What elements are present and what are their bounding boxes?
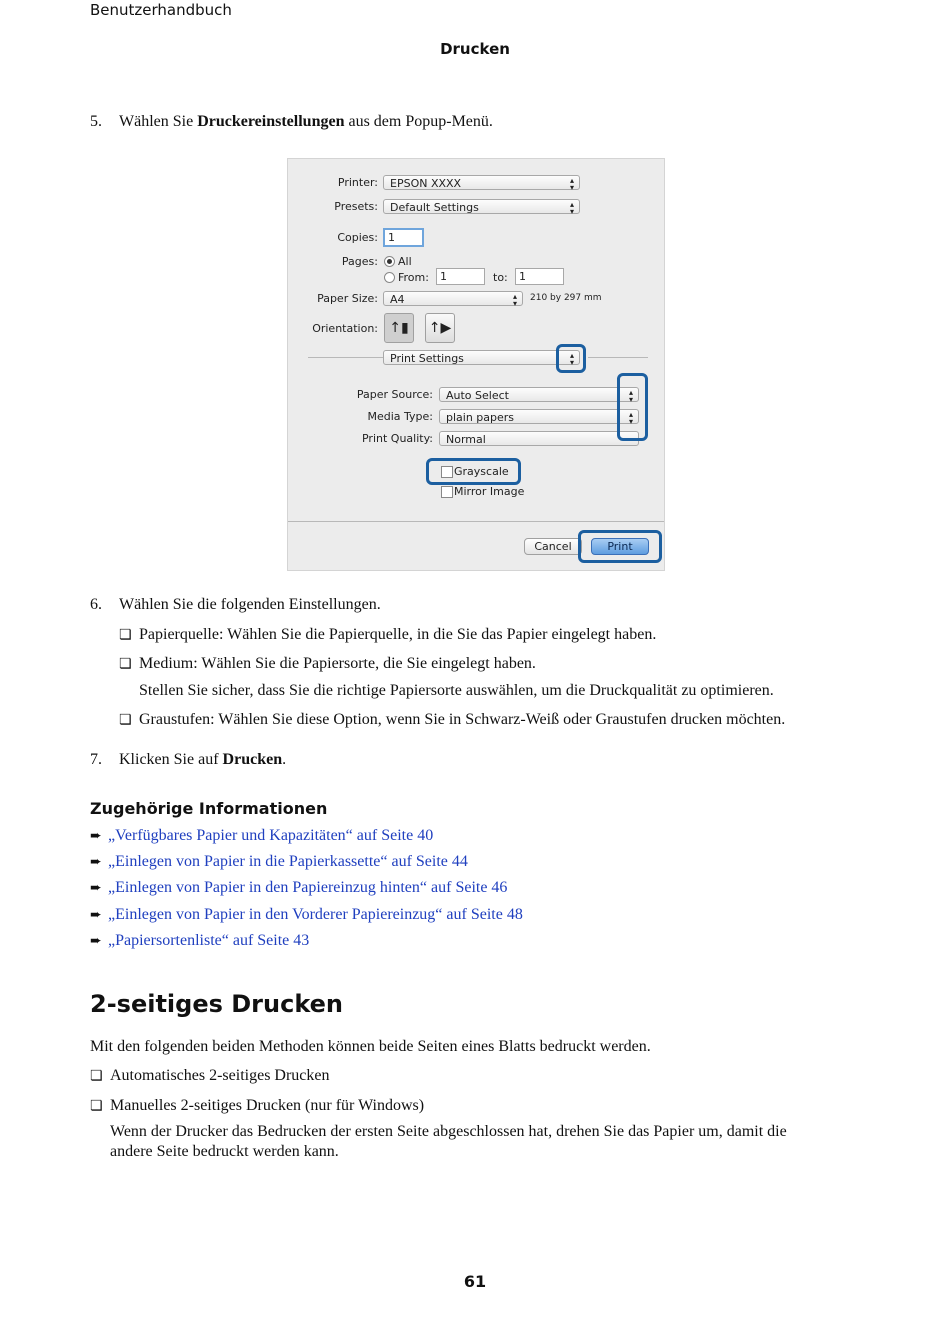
cancel-button[interactable]: Cancel bbox=[524, 538, 582, 555]
checkbox-bullet-icon: ❏ bbox=[90, 1068, 103, 1084]
orientation-label: Orientation: bbox=[312, 322, 378, 335]
list-item-text: Graustufen: Wählen Sie diese Option, wenn Sie in Schwarz-Weiß oder Graustufen drucken möchten. bbox=[139, 711, 786, 728]
pages-all-radio[interactable] bbox=[384, 256, 395, 267]
paper-dimensions: 210 by 297 mm bbox=[530, 293, 602, 303]
related-link[interactable] bbox=[90, 906, 523, 924]
printer-select[interactable] bbox=[383, 175, 580, 190]
print-quality-label: Print Quality: bbox=[361, 432, 433, 445]
divider bbox=[308, 357, 383, 358]
related-link-text[interactable]: „Einlegen von Papier in die Papierkassette“ auf Seite 44 bbox=[108, 853, 468, 870]
step-7 bbox=[90, 751, 286, 769]
pages-all-label: All bbox=[398, 255, 412, 268]
mirror-image-label: Mirror Image bbox=[454, 485, 525, 498]
list-item-note: andere Seite bedruckt werden kann. bbox=[110, 1143, 339, 1160]
stepper-icon: ▴ ▾ bbox=[628, 410, 633, 426]
paper-settings-highlight bbox=[617, 373, 648, 441]
related-link-text[interactable]: „Verfügbares Papier und Kapazitäten“ auf Seite 40 bbox=[108, 827, 434, 844]
list-item-text: Automatisches 2-seitiges Drucken bbox=[110, 1067, 330, 1084]
divider bbox=[588, 357, 648, 358]
page-number: 61 bbox=[463, 1272, 487, 1291]
related-link[interactable] bbox=[90, 853, 468, 871]
checkbox-bullet-icon: ❏ bbox=[119, 627, 132, 643]
checkbox-bullet-icon: ❏ bbox=[119, 656, 132, 672]
pages-label: Pages: bbox=[341, 255, 378, 268]
grayscale-highlight bbox=[426, 458, 521, 485]
step-6 bbox=[90, 596, 381, 614]
presets-label: Presets: bbox=[334, 200, 378, 213]
section-title: Drucken bbox=[440, 40, 510, 58]
section-intro: Mit den folgenden beiden Methoden können beide Seiten eines Blatts bedruckt werden. bbox=[90, 1038, 651, 1055]
print-button[interactable]: Print bbox=[591, 538, 649, 555]
paper-source-label: Paper Source: bbox=[356, 388, 433, 401]
related-link-text[interactable]: „Einlegen von Papier in den Papiereinzug hinten“ auf Seite 46 bbox=[108, 879, 508, 896]
paper-size-value: A4 bbox=[390, 293, 405, 306]
printer-value: EPSON XXXX bbox=[390, 177, 462, 190]
portrait-icon: ↑▮ bbox=[389, 320, 409, 336]
panel-select[interactable] bbox=[383, 350, 580, 365]
stepper-icon: ▴ ▾ bbox=[569, 200, 574, 216]
step-number: 5. bbox=[90, 113, 102, 130]
section-heading: 2-seitiges Drucken bbox=[90, 990, 343, 1018]
list-item bbox=[90, 1097, 424, 1115]
list-item-text: Medium: Wählen Sie die Papiersorte, die Sie eingelegt haben. bbox=[139, 655, 536, 672]
divider bbox=[288, 521, 664, 522]
step-text: Klicken Sie auf bbox=[119, 751, 223, 768]
grayscale-label: Grayscale bbox=[454, 465, 509, 478]
arrow-right-icon: ➨ bbox=[90, 907, 102, 923]
checkbox-bullet-icon: ❏ bbox=[119, 712, 132, 728]
related-link[interactable] bbox=[90, 932, 309, 950]
print-dialog-screenshot bbox=[287, 158, 665, 571]
related-heading: Zugehörige Informationen bbox=[90, 799, 328, 818]
print-quality-select[interactable] bbox=[439, 431, 639, 446]
media-type-label: Media Type: bbox=[367, 410, 433, 423]
pages-from-label: From: bbox=[398, 271, 429, 284]
arrow-right-icon: ➨ bbox=[90, 933, 102, 949]
landscape-orientation-button[interactable] bbox=[425, 313, 455, 343]
pages-from-radio[interactable] bbox=[384, 272, 395, 283]
arrow-right-icon: ➨ bbox=[90, 880, 102, 896]
manual-title: Benutzerhandbuch bbox=[90, 1, 232, 19]
from-input[interactable]: 1 bbox=[436, 268, 485, 285]
paper-size-label: Paper Size: bbox=[317, 292, 378, 305]
list-item-note: Stellen Sie sicher, dass Sie die richtige Papiersorte auswählen, um die Druckqualität zu optimieren. bbox=[139, 682, 774, 699]
step-number: 6. bbox=[90, 596, 102, 613]
panel-value: Print Settings bbox=[390, 352, 464, 365]
paper-source-select[interactable] bbox=[439, 387, 639, 402]
step-text: Wählen Sie die folgenden Einstellungen. bbox=[119, 596, 381, 613]
related-link[interactable] bbox=[90, 879, 507, 897]
to-label: to: bbox=[493, 271, 508, 284]
arrow-right-icon: ➨ bbox=[90, 828, 102, 844]
stepper-icon: ▴ ▾ bbox=[628, 388, 633, 404]
stepper-icon: ▴ ▾ bbox=[569, 351, 574, 367]
paper-size-select[interactable] bbox=[383, 291, 523, 306]
list-item bbox=[119, 626, 656, 644]
arrow-right-icon: ➨ bbox=[90, 854, 102, 870]
media-type-value: plain papers bbox=[446, 411, 515, 424]
presets-select[interactable] bbox=[383, 199, 580, 214]
printer-label: Printer: bbox=[337, 176, 378, 189]
mirror-image-checkbox[interactable] bbox=[441, 486, 453, 498]
list-item bbox=[90, 1067, 330, 1085]
list-item bbox=[119, 711, 785, 729]
copies-input[interactable]: 1 bbox=[383, 228, 424, 247]
step-bold: Drucken bbox=[222, 751, 283, 768]
related-link[interactable] bbox=[90, 827, 433, 845]
step-number: 7. bbox=[90, 751, 102, 768]
stepper-icon: ▴ ▾ bbox=[569, 176, 574, 192]
list-item-note: Wenn der Drucker das Bedrucken der ersten Seite abgeschlossen hat, drehen Sie das Papier um, damit die bbox=[110, 1123, 787, 1140]
copies-label: Copies: bbox=[337, 231, 378, 244]
list-item bbox=[119, 655, 536, 673]
related-link-text[interactable]: „Einlegen von Papier in den Vorderer Papiereinzug“ auf Seite 48 bbox=[108, 906, 523, 923]
panel-select-highlight bbox=[556, 344, 586, 373]
step-text-end: aus dem Popup-Menü. bbox=[344, 113, 493, 130]
step-text: Wählen Sie bbox=[119, 113, 198, 130]
stepper-icon: ▴ ▾ bbox=[512, 292, 517, 308]
step-text-end: . bbox=[282, 751, 287, 768]
step-bold: Druckereinstellungen bbox=[197, 113, 345, 130]
presets-value: Default Settings bbox=[390, 201, 479, 214]
list-item-text: Papierquelle: Wählen Sie die Papierquelle, in die Sie das Papier eingelegt haben. bbox=[139, 626, 657, 643]
related-link-text[interactable]: „Papiersortenliste“ auf Seite 43 bbox=[108, 932, 310, 949]
print-quality-value: Normal bbox=[446, 433, 486, 446]
media-type-select[interactable] bbox=[439, 409, 639, 424]
landscape-icon: ↑▶ bbox=[428, 320, 452, 336]
checkbox-bullet-icon: ❏ bbox=[90, 1098, 103, 1114]
list-item-text: Manuelles 2-seitiges Drucken (nur für Windows) bbox=[110, 1097, 425, 1114]
to-input[interactable]: 1 bbox=[515, 268, 564, 285]
paper-source-value: Auto Select bbox=[446, 389, 509, 402]
portrait-orientation-button[interactable] bbox=[384, 313, 414, 343]
print-button-highlight bbox=[578, 530, 662, 563]
step-5 bbox=[90, 113, 493, 131]
